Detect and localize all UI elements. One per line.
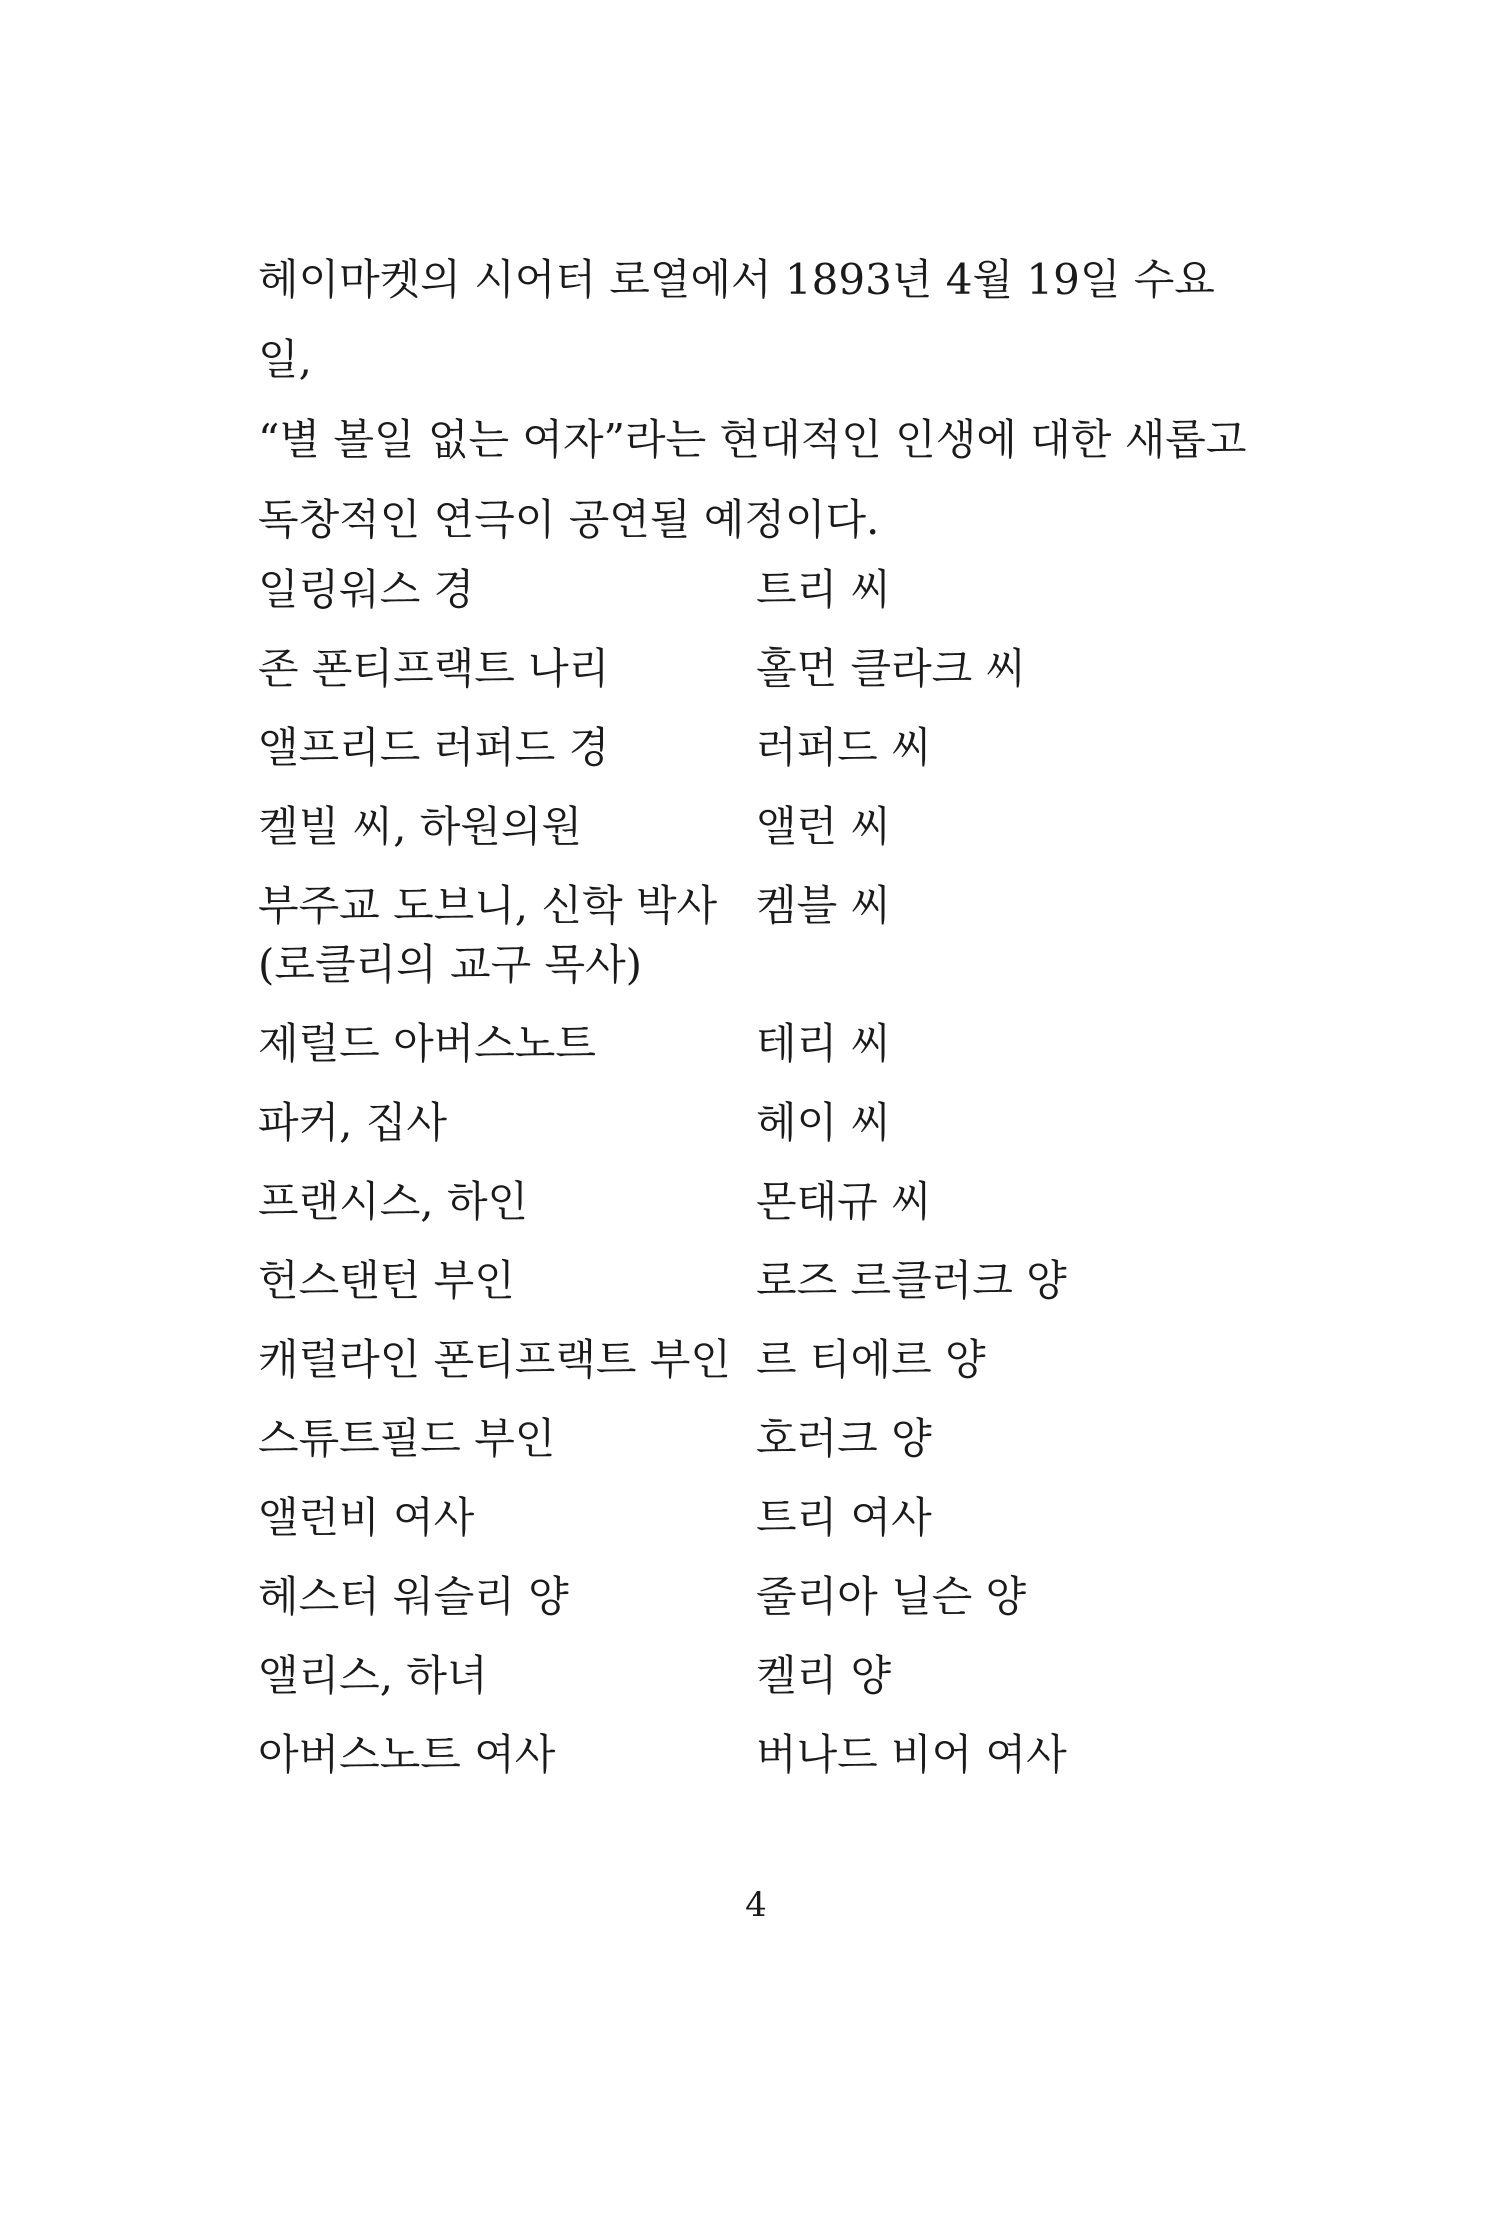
role-name: 헌스탠턴 부인 bbox=[258, 1256, 515, 1305]
cast-row bbox=[258, 797, 1258, 856]
role-name: 일링워스 경 bbox=[258, 565, 475, 614]
cast-row bbox=[258, 1093, 1258, 1152]
cast-row bbox=[258, 639, 1258, 698]
page-number: 4 bbox=[745, 1885, 767, 1925]
actor-name: 러퍼드 씨 bbox=[756, 723, 932, 772]
role-name: 제럴드 아버스노트 bbox=[258, 1019, 596, 1068]
cast-row bbox=[258, 1725, 1258, 1784]
intro-paragraph bbox=[258, 240, 1258, 560]
role-name: 헤스터 워슬리 양 bbox=[258, 1572, 569, 1621]
role-name: 스튜트필드 부인 bbox=[258, 1414, 556, 1463]
cast-list bbox=[258, 560, 1258, 1804]
actor-name: 로즈 르클러크 양 bbox=[756, 1256, 1067, 1305]
role-name: 존 폰티프랙트 나리 bbox=[258, 644, 610, 693]
cast-row bbox=[258, 1014, 1258, 1073]
cast-row bbox=[258, 1646, 1258, 1705]
cast-row bbox=[258, 1567, 1258, 1626]
cast-row bbox=[258, 1330, 1258, 1389]
cast-row bbox=[258, 718, 1258, 777]
actor-name: 켈리 양 bbox=[756, 1651, 892, 1700]
cast-row bbox=[258, 1488, 1258, 1547]
actor-name: 호러크 양 bbox=[756, 1414, 932, 1463]
actor-name: 트리 씨 bbox=[756, 565, 892, 614]
actor-name: 앨런 씨 bbox=[756, 802, 892, 851]
role-name: 아버스노트 여사 bbox=[258, 1730, 556, 1779]
role-name: 앨프리드 러퍼드 경 bbox=[258, 723, 610, 772]
cast-row bbox=[258, 1409, 1258, 1468]
actor-name: 헤이 씨 bbox=[756, 1098, 892, 1147]
actor-name: 테리 씨 bbox=[756, 1019, 892, 1068]
actor-name: 줄리아 닐슨 양 bbox=[756, 1572, 1027, 1621]
intro-text: 헤이마켓의 시어터 로열에서 1893년 4월 19일 수요일, “별 볼일 없는 여자”라는 현대적인 인생에 대한 새롭고 독창적인 연극이 공연될 예정이다. bbox=[258, 255, 1247, 544]
actor-name: 버나드 비어 여사 bbox=[756, 1730, 1067, 1779]
cast-row bbox=[258, 1172, 1258, 1231]
role-name: 파커, 집사 bbox=[258, 1098, 447, 1147]
actor-name: 홀먼 클라크 씨 bbox=[756, 644, 1027, 693]
role-name: 캐럴라인 폰티프랙트 부인 bbox=[258, 1335, 731, 1384]
actor-name: 트리 여사 bbox=[756, 1493, 932, 1542]
role-name: 부주교 도브니, 신학 박사 (로클리의 교구 목사) bbox=[258, 881, 718, 989]
role-name: 앨런비 여사 bbox=[258, 1493, 475, 1542]
cast-row bbox=[258, 876, 1258, 994]
role-name: 프랜시스, 하인 bbox=[258, 1177, 529, 1226]
actor-name: 켐블 씨 bbox=[756, 881, 892, 930]
actor-name: 몬태규 씨 bbox=[756, 1177, 932, 1226]
actor-name: 르 티에르 양 bbox=[756, 1335, 986, 1384]
role-name: 앨리스, 하녀 bbox=[258, 1651, 488, 1700]
cast-row bbox=[258, 1251, 1258, 1310]
role-name: 켈빌 씨, 하원의원 bbox=[258, 802, 583, 851]
cast-row bbox=[258, 560, 1258, 619]
